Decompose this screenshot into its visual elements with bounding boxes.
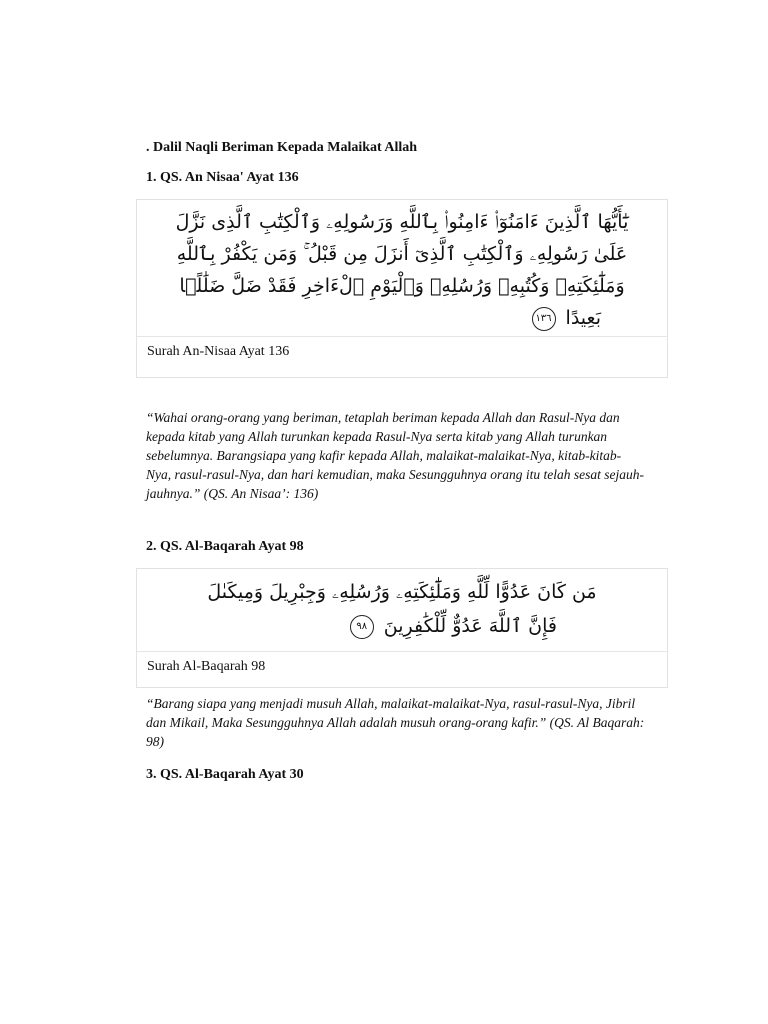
arabic-line-end: بَعِيدًا — [565, 307, 601, 329]
arabic-line: وَمَلَٰٓئِكَتِهِۦ وَكُتُبِهِۦ وَرُسُلِهِۦ وَٱلْيَوْمِ ٱلْءَاخِرِ فَقَدْ ضَلَّ ضَلَٰلًۢا — [179, 275, 625, 297]
section-title: . Dalil Naqli Beriman Kepada Malaikat Allah — [146, 140, 418, 155]
translation-an-nisaa-136: “Wahai orang-orang yang beriman, tetaplah beriman kepada Allah dan Rasul-Nya dan kepada kitab yang Allah turunkan kepada Rasul-Nya serta kitab yang Allah turunkan sebelumnya. Barangsiapa yang kafir kepada Allah, malaikat-malaikat-Nya, kitab-kitab-Nya, rasul-rasul-Nya, dan hari kemudian, maka Sesungguhnya orang itu telah sesat sejauh-jauhnya.” (QS. An Nisaa’: 136) — [146, 410, 644, 501]
figure-an-nisaa-136 — [136, 199, 668, 378]
arabic-verse-image — [137, 200, 667, 337]
ayah-number-marker: ١٣٦ — [532, 307, 556, 331]
arabic-line — [137, 302, 667, 334]
arabic-verse-text — [137, 575, 667, 643]
translation-al-baqarah-98: “Barang siapa yang menjadi musuh Allah, malaikat-malaikat-Nya, rasul-rasul-Nya, Jibril dan Mikail, Maka Sesungguhnya Allah adalah musuh orang-orang kafir.” (QS. Al Baqarah: 98) — [146, 696, 645, 749]
figure-al-baqarah-98 — [136, 568, 668, 688]
arabic-line: مَن كَانَ عَدُوًّا لِّلَّهِ وَمَلَٰٓئِكَتِهِۦ وَرُسُلِهِۦ وَجِبْرِيلَ وَمِيكَىٰلَ — [207, 581, 597, 603]
arabic-line — [137, 609, 667, 643]
arabic-verse-text — [137, 206, 667, 334]
ayah-number-marker: ٩٨ — [350, 615, 374, 639]
figure-caption: Surah An-Nisaa Ayat 136 — [147, 344, 290, 359]
arabic-line: يَٰٓأَيُّهَا ٱلَّذِينَ ءَامَنُوٓا۟ ءَامِنُوا۟ بِٱللَّهِ وَرَسُولِهِۦ وَٱلْكِتَٰبِ ٱلَّذِى نَزَّلَ — [175, 211, 629, 233]
arabic-line: عَلَىٰ رَسُولِهِۦ وَٱلْكِتَٰبِ ٱلَّذِىٓ أَنزَلَ مِن قَبْلُ ۚ وَمَن يَكْفُرْ بِٱللَّهِ — [176, 243, 628, 265]
item-1-heading: 1. QS. An Nisaa' Ayat 136 — [146, 170, 299, 185]
arabic-verse-image — [137, 569, 667, 652]
item-3-heading: 3. QS. Al-Baqarah Ayat 30 — [146, 767, 304, 782]
figure-caption: Surah Al-Baqarah 98 — [147, 659, 266, 674]
item-2-heading: 2. QS. Al-Baqarah Ayat 98 — [146, 539, 304, 554]
arabic-line-end: فَإِنَّ ٱللَّهَ عَدُوٌّ لِّلْكَٰفِرِينَ — [383, 615, 557, 637]
